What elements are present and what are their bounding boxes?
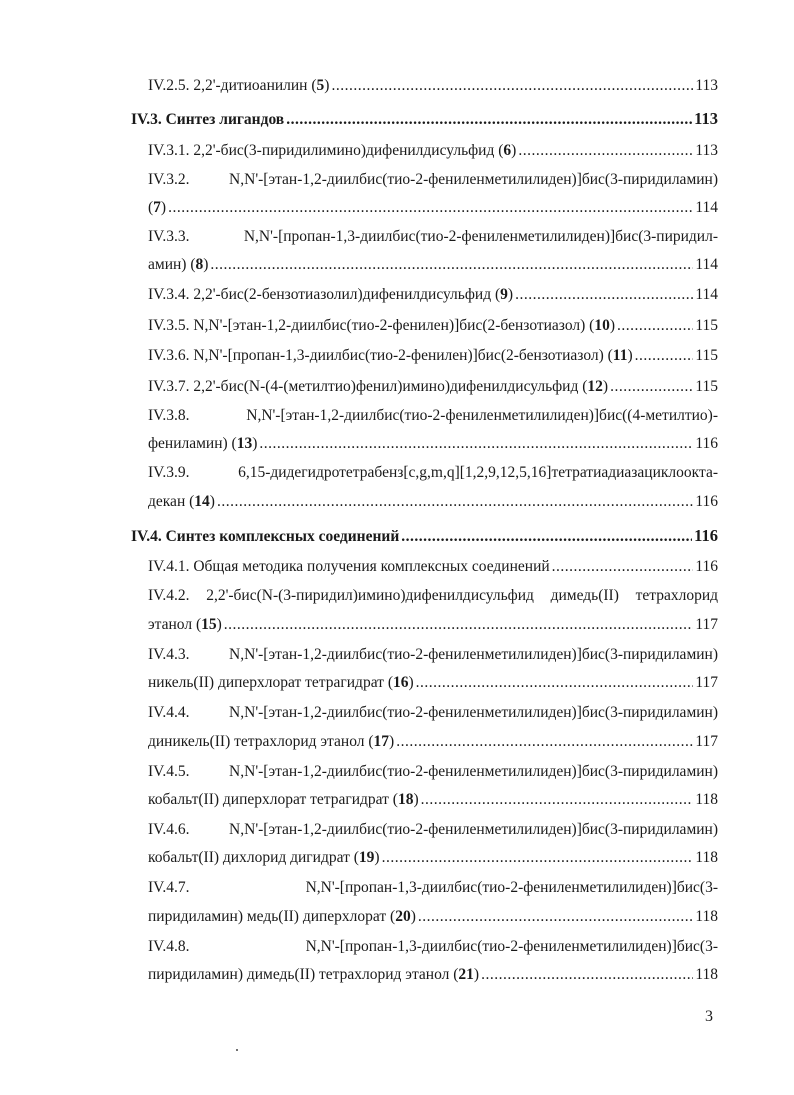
compound-number: 9	[500, 286, 508, 303]
compound-number: 15	[201, 616, 217, 633]
toc-entry-title	[148, 434, 257, 454]
entry-text: никель(II) диперхлорат тетрагидрат (	[148, 674, 393, 691]
toc-entry	[148, 820, 718, 840]
toc-entry-continuation	[148, 255, 718, 275]
dot-leader	[210, 255, 693, 275]
entry-suffix: )	[203, 256, 209, 273]
toc-entry-continuation	[148, 492, 718, 512]
compound-number: 20	[395, 908, 411, 925]
toc-page-number: 116	[695, 435, 718, 452]
dot-leader	[168, 198, 693, 218]
entry-text: диникель(II) тетрахлорид этанол (	[148, 733, 374, 750]
toc-entry-continuation	[148, 848, 718, 868]
toc-entry	[148, 762, 718, 782]
entry-text: IV.4.4. N,N'-[этан-1,2-диилбис(тио-2-фениленметилилиден)]бис(3-пиридиламин)	[148, 704, 718, 721]
entry-text: IV.2.5. 2,2'-дитиоанилин (	[148, 77, 317, 94]
entry-text: кобальт(II) дихлорид дигидрат (	[148, 849, 359, 866]
toc-section-entry	[131, 526, 718, 547]
toc-page-number: 118	[695, 966, 718, 983]
entry-text: (	[148, 199, 154, 216]
entry-text: IV.3.2. N,N'-[этан-1,2-диилбис(тио-2-фениленметилилиден)]бис(3-пиридиламин)	[148, 171, 718, 188]
toc-page-number: 115	[695, 347, 718, 364]
entry-suffix: )	[507, 286, 514, 303]
entry-text: пиридиламин) медь(II) диперхлорат (	[148, 908, 396, 925]
entry-suffix: )	[410, 908, 416, 925]
entry-suffix: )	[389, 733, 395, 750]
dot-leader	[617, 316, 693, 336]
entry-suffix: )	[408, 674, 414, 691]
entry-suffix: )	[602, 378, 609, 395]
toc-entry-title	[148, 703, 718, 723]
compound-number: 5	[316, 77, 325, 94]
entry-text: кобальт(II) диперхлорат тетрагидрат (	[148, 791, 398, 808]
entry-suffix: )	[511, 142, 517, 159]
entry-suffix: )	[252, 435, 258, 452]
toc-entry	[148, 937, 718, 957]
toc-page-number: 116	[695, 493, 718, 510]
entry-suffix: )	[473, 966, 480, 983]
toc-entry	[148, 316, 718, 336]
dot-leader	[518, 141, 693, 161]
compound-number: 12	[587, 378, 603, 395]
entry-text: IV.4.1. Общая методика получения комплексных соединений	[148, 558, 550, 575]
compound-number: 19	[358, 849, 375, 866]
toc-page-number: 114	[695, 199, 718, 216]
entry-suffix: )	[216, 616, 222, 633]
page-number: 3	[705, 1008, 713, 1025]
toc-entry	[148, 76, 718, 96]
toc-entry-title	[148, 907, 416, 927]
entry-text: IV.3.3. N,N'-[пропан-1,3-диилбис(тио-2-фениленметилилиден)]бис(3-пиридил-	[148, 228, 718, 245]
dot-leader	[552, 557, 694, 577]
toc-entry-title	[148, 878, 718, 898]
entry-suffix: )	[374, 849, 380, 866]
entry-text: пиридиламин) димедь(II) тетрахлорид этанол (	[148, 966, 459, 983]
dot-leader	[259, 434, 693, 454]
compound-number: 11	[612, 347, 628, 364]
toc-page-number: 113	[694, 109, 718, 128]
toc-entry-continuation	[148, 434, 718, 454]
compound-number: 7	[153, 199, 161, 216]
toc-page-number: 118	[695, 791, 718, 808]
toc-entry-title	[148, 790, 419, 810]
entry-text: IV.3.8. N,N'-[этан-1,2-диилбис(тио-2-фениленметилилиден)]бис((4-метилтио)-	[148, 407, 718, 424]
toc-entry-title	[148, 227, 718, 247]
compound-number: 21	[458, 966, 474, 983]
dot-leader	[416, 673, 694, 693]
entry-suffix: )	[209, 493, 215, 510]
dot-leader	[217, 492, 693, 512]
dot-leader	[610, 377, 693, 397]
toc-entry-title	[148, 463, 718, 483]
toc-entry-continuation	[148, 907, 718, 927]
entry-text: IV.4.2. 2,2'-бис(N-(3-пиридил)имино)дифенилдисульфид димедь(II) тетрахлорид	[148, 587, 718, 604]
entry-text: амин) (	[148, 256, 196, 273]
toc-entry	[148, 878, 718, 898]
toc-entry	[148, 557, 718, 577]
entry-suffix: )	[627, 347, 633, 364]
entry-text: IV.4.7. N,N'-[пропан-1,3-диилбис(тио-2-фениленметилилиден)]бис(3-	[148, 879, 718, 896]
toc-entry	[148, 141, 718, 161]
toc-page-number: 118	[695, 849, 718, 866]
toc-entry-title	[148, 255, 208, 275]
toc-entry-title	[131, 527, 399, 547]
entry-text: IV.4. Синтез комплексных соединений	[131, 528, 400, 545]
compound-number: 10	[594, 317, 610, 334]
toc-section-entry	[131, 109, 718, 130]
toc-entry-title	[148, 198, 166, 218]
toc-entry-title	[148, 316, 615, 336]
toc-page-number: 116	[694, 526, 718, 545]
dot-leader	[421, 790, 694, 810]
compound-number: 6	[503, 142, 512, 159]
toc-entry-title	[148, 377, 608, 397]
toc-entry	[148, 377, 718, 397]
toc-entry-continuation	[148, 790, 718, 810]
toc-entry	[148, 227, 718, 247]
toc-entry-title	[148, 346, 633, 366]
toc-page-number: 118	[695, 908, 718, 925]
entry-suffix: )	[413, 791, 419, 808]
toc-entry-title	[148, 170, 718, 190]
toc-entry	[148, 645, 718, 665]
toc-entry	[148, 463, 718, 483]
dot-leader	[224, 615, 694, 635]
dot-leader	[382, 848, 694, 868]
toc-entry	[148, 170, 718, 190]
entry-text: декан (	[148, 493, 195, 510]
toc-entry-title	[148, 937, 718, 957]
compound-number: 18	[397, 791, 414, 808]
entry-text: фениламин) (	[148, 435, 237, 452]
toc-entry	[148, 285, 718, 305]
entry-text: IV.4.3. N,N'-[этан-1,2-диилбис(тио-2-фениленметилилиден)]бис(3-пиридиламин)	[148, 646, 718, 663]
compound-number: 8	[195, 256, 204, 273]
toc-entry-title	[148, 492, 215, 512]
toc-entry-continuation	[148, 732, 718, 752]
dot-leader	[635, 346, 694, 366]
toc-page-number: 114	[695, 286, 718, 303]
toc-entry	[148, 406, 718, 426]
entry-text: IV.3. Синтез лигандов	[131, 111, 285, 128]
compound-number: 16	[392, 674, 409, 691]
toc-page-number: 115	[695, 317, 718, 334]
toc-entry-title	[148, 965, 479, 985]
toc-page-number: 114	[695, 256, 718, 273]
entry-text: IV.3.4. 2,2'-бис(2-бензотиазолил)дифенилдисульфид (	[148, 286, 501, 303]
entry-suffix: )	[160, 199, 167, 216]
toc-entry-title	[148, 848, 380, 868]
toc-page-number: 113	[695, 77, 718, 94]
toc-entry-title	[148, 285, 513, 305]
toc-page-number: 117	[695, 733, 718, 750]
toc-entry-title	[148, 406, 718, 426]
entry-text: IV.4.5. N,N'-[этан-1,2-диилбис(тио-2-фениленметилилиден)]бис(3-пиридиламин)	[148, 763, 718, 780]
toc-entry	[148, 703, 718, 723]
compound-number: 17	[373, 733, 390, 750]
toc-page-number: 117	[695, 674, 718, 691]
entry-text: IV.4.8. N,N'-[пропан-1,3-диилбис(тио-2-фениленметилилиден)]бис(3-	[148, 938, 718, 955]
toc-entry-title	[148, 820, 718, 840]
dot-leader	[396, 732, 693, 752]
toc-entry-continuation	[148, 198, 718, 218]
toc-page-number: 115	[695, 378, 718, 395]
entry-text: IV.3.9. 6,15-дидегидротетрабенз[c,g,m,q][1,2,9,12,5,16]тетратиадиазациклоокта-	[148, 464, 718, 481]
entry-text: IV.3.5. N,N'-[этан-1,2-диилбис(тио-2-фенилен)]бис(2-бензотиазол) (	[148, 317, 595, 334]
entry-suffix: )	[324, 77, 330, 94]
dot-leader	[418, 907, 693, 927]
dot-leader	[331, 76, 693, 96]
toc-entry-title	[148, 732, 394, 752]
toc-entry-title	[148, 586, 718, 606]
compound-number: 13	[236, 435, 253, 452]
dot-leader	[515, 285, 693, 305]
toc-page-number: 117	[695, 616, 718, 633]
toc-entry-title	[148, 673, 414, 693]
toc-entry-title	[148, 645, 718, 665]
toc-entry-title	[148, 762, 718, 782]
compound-number: 14	[194, 493, 210, 510]
toc-entry-title	[148, 141, 516, 161]
toc-entry-continuation	[148, 965, 718, 985]
entry-text: IV.3.6. N,N'-[пропан-1,3-диилбис(тио-2-фенилен)]бис(2-бензотиазол) (	[148, 347, 613, 364]
entry-text: этанол (	[148, 616, 202, 633]
toc-entry-continuation	[148, 673, 718, 693]
toc-page-number: 116	[695, 558, 718, 575]
toc-entry-title	[148, 76, 329, 96]
toc-entry-title	[148, 615, 222, 635]
toc-entry	[148, 586, 718, 606]
toc-entry-continuation	[148, 615, 718, 635]
toc-page-number: 113	[695, 142, 718, 159]
entry-text: IV.4.6. N,N'-[этан-1,2-диилбис(тио-2-фениленметилилиден)]бис(3-пиридиламин)	[148, 821, 718, 838]
toc-entry-title	[148, 557, 550, 577]
scan-speck	[236, 1049, 238, 1051]
dot-leader	[401, 527, 692, 547]
dot-leader	[286, 110, 692, 130]
toc-entry-title	[131, 110, 284, 130]
entry-text: IV.3.1. 2,2'-бис(3-пиридилимино)дифенилдисульфид (	[148, 142, 504, 159]
toc-entry	[148, 346, 718, 366]
entry-suffix: )	[609, 317, 615, 334]
entry-text: IV.3.7. 2,2'-бис(N-(4-(метилтио)фенил)имино)дифенилдисульфид (	[148, 378, 588, 395]
dot-leader	[481, 965, 693, 985]
